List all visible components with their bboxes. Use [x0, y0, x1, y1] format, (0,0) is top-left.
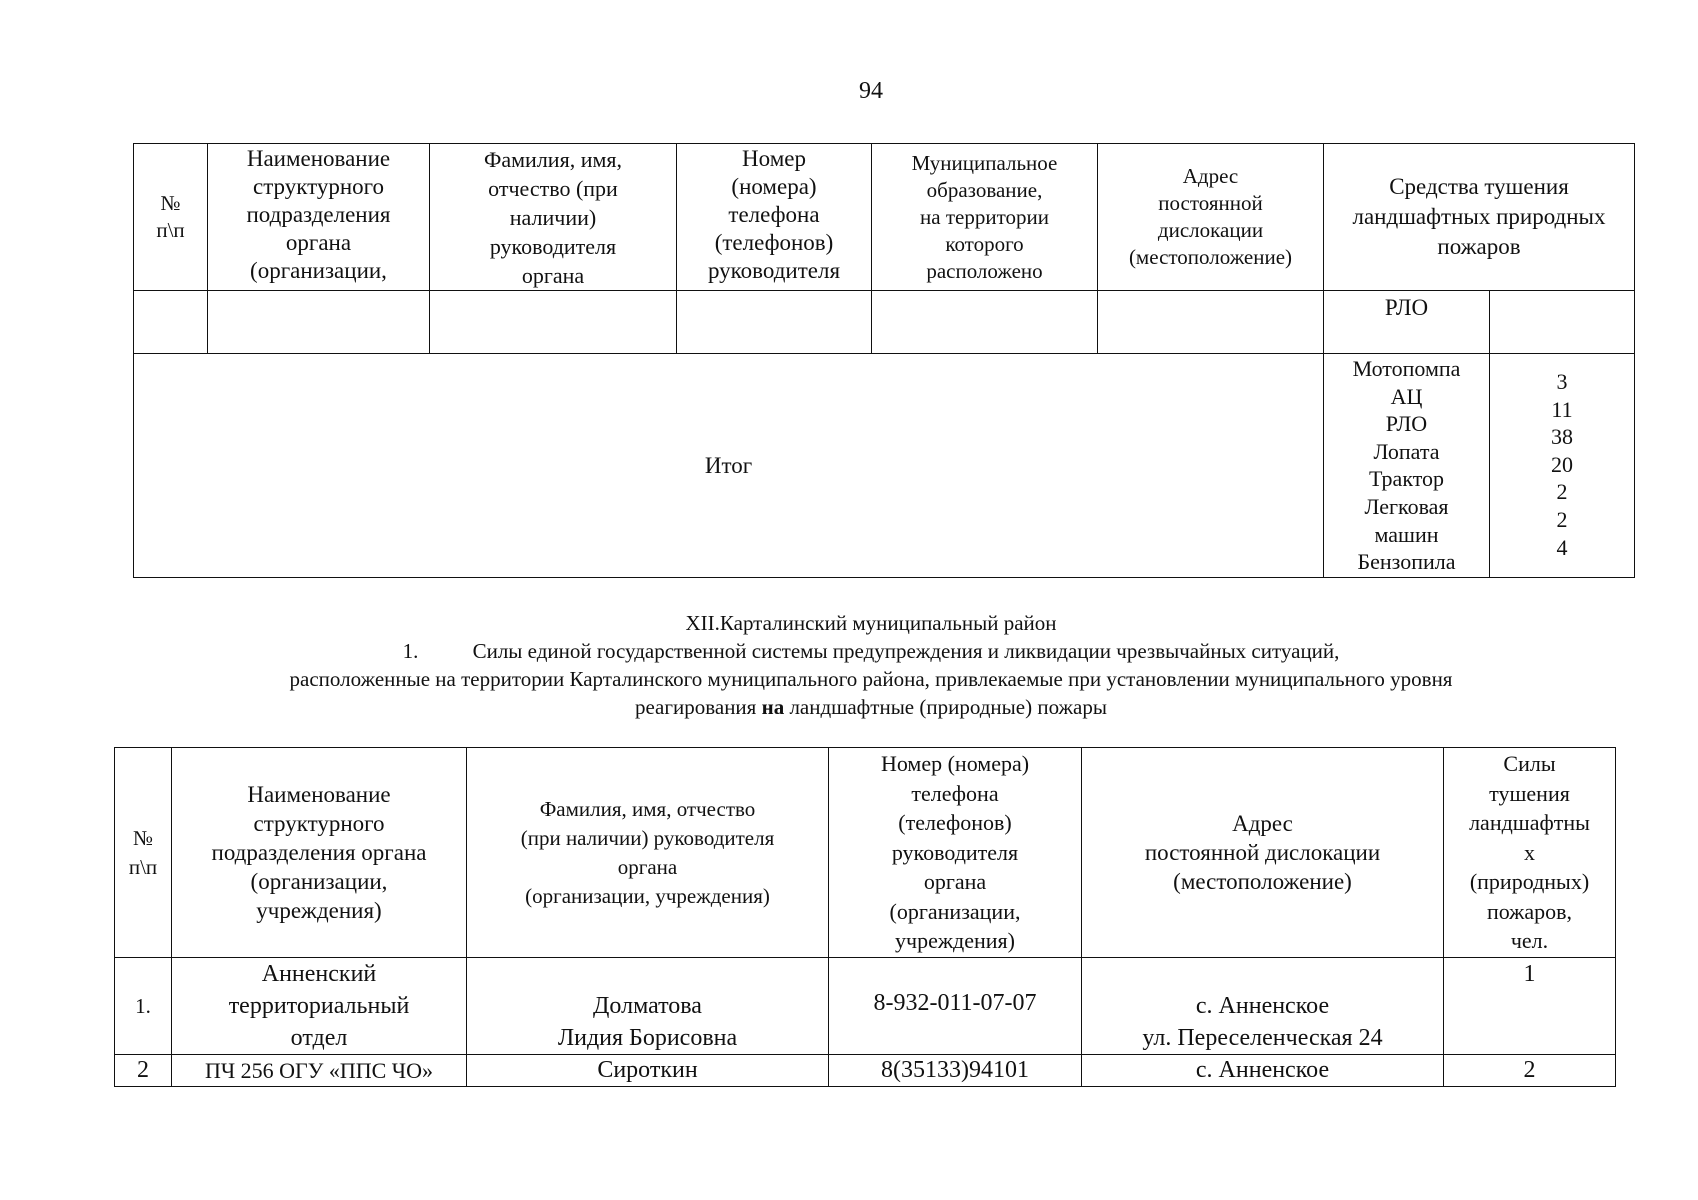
table1-total-row: [134, 354, 1635, 578]
table1-header-row: [134, 144, 1635, 291]
t2-row2-forces: 2: [1444, 1055, 1616, 1087]
t1-cell-empty: [1490, 291, 1635, 354]
t2-header-phone: Номер (номера) телефона (телефонов) руководителя органа (организации, учреждения): [829, 748, 1082, 958]
t2-row1-name: Анненский территориальный отдел: [172, 958, 467, 1055]
t1-cell-rlo: РЛО: [1324, 291, 1490, 354]
t1-header-municipal: Муниципальное образование, на территории которого расположено: [872, 144, 1098, 291]
t2-row2-address: с. Анненское: [1082, 1055, 1444, 1087]
t1-cell-empty: [430, 291, 677, 354]
t1-total-values: 3 11 38 20 2 2 4: [1490, 354, 1635, 578]
t1-cell-empty: [872, 291, 1098, 354]
t2-header-address: Адрес постоянной дислокации (местоположение): [1082, 748, 1444, 958]
t2-header-num: № п\п: [115, 748, 172, 958]
section-line-3: реагирования на ландшафтные (природные) пожары: [634, 695, 1107, 719]
t1-cell-empty: [208, 291, 430, 354]
section-line-2: расположенные на территории Карталинского муниципального района, привлекаемые при установлении муниципального уровня: [289, 667, 1453, 691]
t2-row1-fio: Долматова Лидия Борисовна: [467, 958, 829, 1055]
t1-header-name: Наименование структурного подразделения органа (организации,: [208, 144, 430, 291]
page-number: 94: [859, 78, 883, 104]
t2-row2-num: 2: [115, 1055, 172, 1087]
t1-header-phone: Номер (номера) телефона (телефонов) руководителя: [677, 144, 872, 291]
section-line-1: 1. Силы единой государственной системы предупреждения и ликвидации чрезвычайных ситуаций,: [402, 639, 1340, 663]
table-row: [115, 958, 1616, 1055]
t1-total-label: Итог: [134, 354, 1324, 578]
section-title: XII.Карталинский муниципальный район: [685, 611, 1057, 635]
t2-header-forces: Силы тушения ландшафтны х (природных) пожаров, чел.: [1444, 748, 1616, 958]
t2-row2-fio: Сироткин: [467, 1055, 829, 1087]
karta-forces-table: [114, 747, 1616, 1087]
t2-header-name: Наименование структурного подразделения органа (организации, учреждения): [172, 748, 467, 958]
t1-header-means: Средства тушения ландшафтных природных пожаров: [1324, 144, 1635, 291]
t2-row1-phone: 8-932-011-07-07: [829, 958, 1082, 1055]
t1-cell-empty: [1098, 291, 1324, 354]
t1-cell-empty: [677, 291, 872, 354]
t1-header-address: Адрес постоянной дислокации (местоположение): [1098, 144, 1324, 291]
t2-row1-address: с. Анненское ул. Переселенческая 24: [1082, 958, 1444, 1055]
t2-row2-name: ПЧ 256 ОГУ «ППС ЧО»: [172, 1055, 467, 1087]
t1-header-fio: Фамилия, имя, отчество (при наличии) руководителя органа: [430, 144, 677, 291]
t1-total-items: Мотопомпа АЦ РЛО Лопата Трактор Легковая машин Бензопила: [1324, 354, 1490, 578]
t1-cell-empty: [134, 291, 208, 354]
table1-data-row: [134, 291, 1635, 354]
t2-row1-forces: 1: [1444, 958, 1616, 1055]
t2-header-fio: Фамилия, имя, отчество (при наличии) руководителя органа (организации, учреждения): [467, 748, 829, 958]
table-row: [115, 1055, 1616, 1087]
section-heading: [0, 609, 1698, 721]
t2-row1-num: 1.: [115, 958, 172, 1055]
t2-row2-phone: 8(35133)94101: [829, 1055, 1082, 1087]
table2-header-row: [115, 748, 1616, 958]
t1-header-num: № п\п: [134, 144, 208, 291]
forces-table-continued: [133, 143, 1635, 578]
